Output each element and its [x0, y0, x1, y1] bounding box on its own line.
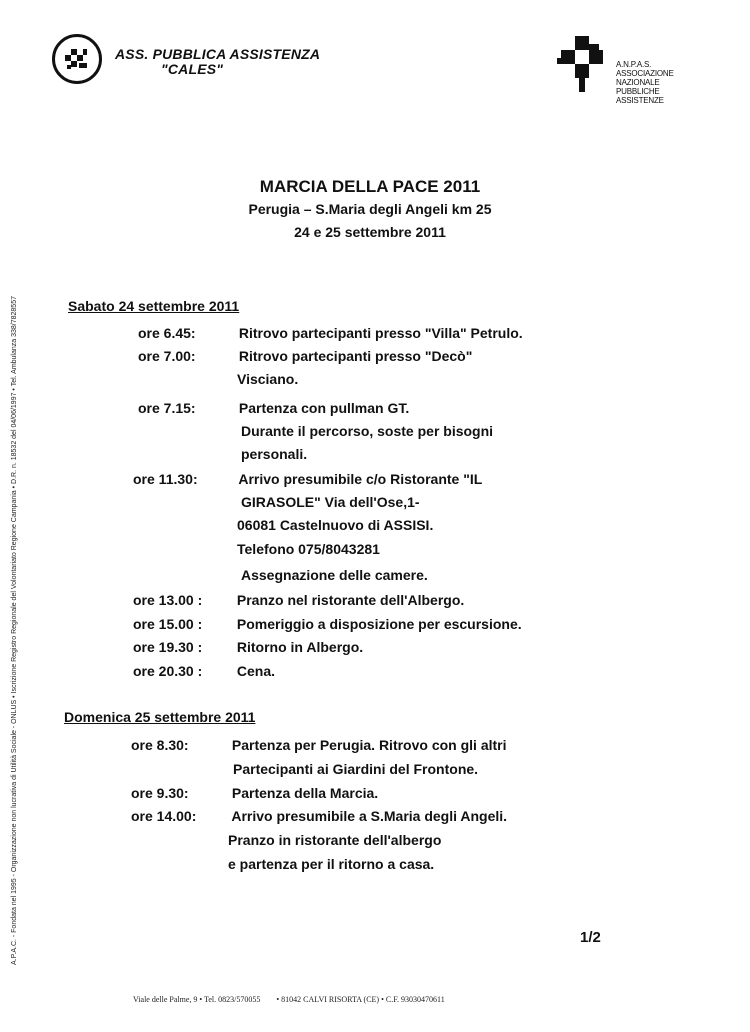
schedule-row	[133, 660, 275, 683]
schedule-text: Partenza della Marcia.	[231, 785, 379, 801]
schedule-time: ore 9.30:	[131, 785, 189, 801]
side-registration-note: A.P.A.C. - Fondata nel 1995 - Organizzazione non lucrativa di Utilità Sociale - ONLUS • Iscrizione Registro Regionale del Volontariato Regione Campania • D.R. n. 18532 del 04/06/1997 • Tel. Ambulanza 338/7828557	[11, 296, 18, 965]
association-name-line2: "CALES"	[161, 61, 224, 77]
schedule-time: ore 11.30:	[133, 471, 198, 487]
document-dates: 24 e 25 settembre 2011	[294, 224, 446, 240]
anpas-logo	[557, 36, 613, 101]
page-number: 1/2	[580, 929, 601, 946]
schedule-time: ore 13.00 :	[133, 592, 203, 608]
schedule-text: Pranzo nel ristorante dell'Albergo.	[236, 592, 465, 608]
schedule-time: ore 6.45:	[138, 325, 196, 341]
schedule-row	[133, 468, 482, 491]
schedule-time: ore 15.00 :	[133, 616, 203, 632]
schedule-time: ore 7.15:	[138, 400, 196, 416]
anpas-line: ASSISTENZE	[616, 96, 664, 105]
schedule-continuation: GIRASOLE" Via dell'Ose,1-	[241, 494, 420, 510]
schedule-row	[131, 805, 507, 828]
document-route: Perugia – S.Maria degli Angeli km 25	[248, 201, 492, 217]
document-title: MARCIA DELLA PACE 2011	[259, 177, 481, 196]
schedule-row	[138, 345, 472, 368]
schedule-text: Cena.	[236, 663, 276, 679]
schedule-continuation: personali.	[241, 446, 308, 462]
association-name-line1: ASS. PUBBLICA ASSISTENZA	[115, 46, 321, 62]
schedule-continuation: Telefono 075/8043281	[237, 541, 380, 557]
schedule-text: Partenza con pullman GT.	[238, 400, 410, 416]
schedule-row	[133, 636, 363, 659]
schedule-continuation: Pranzo in ristorante dell'albergo	[228, 832, 442, 848]
schedule-time: ore 20.30 :	[133, 663, 203, 679]
sunday-heading: Domenica 25 settembre 2011	[64, 709, 256, 725]
anpas-line: ASSOCIAZIONE	[616, 69, 674, 78]
schedule-time: ore 8.30:	[131, 737, 189, 753]
footer-address	[133, 995, 459, 1004]
association-logo	[52, 34, 102, 84]
association-name	[115, 47, 320, 77]
schedule-text: Arrivo presumibile a S.Maria degli Angeli.	[231, 808, 508, 824]
schedule-row	[138, 397, 409, 420]
schedule-row	[133, 613, 522, 636]
schedule-row	[133, 589, 464, 612]
schedule-row	[131, 782, 378, 805]
schedule-continuation: Visciano.	[237, 371, 299, 387]
schedule-row	[138, 322, 523, 345]
schedule-text: Ritorno in Albergo.	[236, 639, 364, 655]
schedule-continuation: Assegnazione delle camere.	[241, 567, 428, 583]
footer-street: Viale delle Palme, 9 • Tel. 0823/570055	[133, 995, 261, 1004]
footer-city: • 81042 CALVI RISORTA (CE) • C.F. 93030470611	[276, 995, 445, 1004]
anpas-abbreviation: A.N.P.A.S.	[616, 60, 652, 69]
schedule-continuation: 06081 Castelnuovo di ASSISI.	[237, 517, 434, 533]
schedule-text: Arrivo presumibile c/o Ristorante "IL	[238, 471, 483, 487]
schedule-continuation: e partenza per il ritorno a casa.	[228, 856, 435, 872]
schedule-text: Ritrovo partecipanti presso "Decò"	[238, 348, 473, 364]
schedule-text: Ritrovo partecipanti presso "Villa" Petrulo.	[238, 325, 523, 341]
anpas-line: PUBBLICHE	[616, 87, 660, 96]
schedule-time: ore 14.00:	[131, 808, 197, 824]
schedule-text: Partenza per Perugia. Ritrovo con gli altri	[231, 737, 507, 753]
saturday-heading: Sabato 24 settembre 2011	[68, 298, 240, 314]
schedule-time: ore 19.30 :	[133, 639, 203, 655]
schedule-continuation: Partecipanti ai Giardini del Frontone.	[233, 761, 479, 777]
schedule-row	[131, 734, 507, 757]
schedule-text: Pomeriggio a disposizione per escursione.	[236, 616, 522, 632]
anpas-name	[616, 60, 674, 105]
anpas-line: NAZIONALE	[616, 78, 660, 87]
document-title-block	[150, 176, 590, 244]
schedule-continuation: Durante il percorso, soste per bisogni	[241, 423, 494, 439]
schedule-time: ore 7.00:	[138, 348, 196, 364]
